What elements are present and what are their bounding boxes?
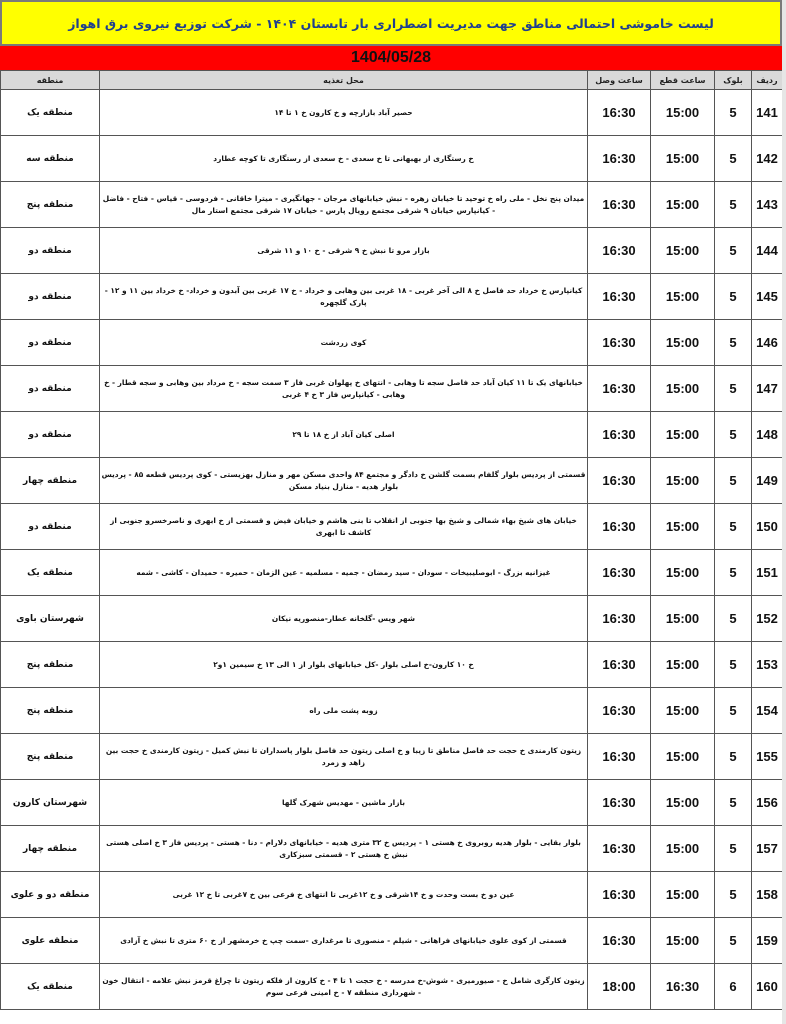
table-row bbox=[1, 688, 783, 734]
region-name: منطقه چهار bbox=[1, 826, 100, 872]
table-row bbox=[1, 136, 783, 182]
connect-time: 16:30 bbox=[588, 872, 651, 918]
cut-time: 15:00 bbox=[651, 734, 715, 780]
row-number: 145 bbox=[752, 274, 783, 320]
connect-time: 16:30 bbox=[588, 734, 651, 780]
connect-time: 16:30 bbox=[588, 596, 651, 642]
cut-time: 15:00 bbox=[651, 412, 715, 458]
cut-time: 16:30 bbox=[651, 964, 715, 1010]
table-row bbox=[1, 458, 783, 504]
connect-time: 18:00 bbox=[588, 964, 651, 1010]
location-description: اصلی کیان آباد از خ ۱۸ تا ۲۹ bbox=[100, 412, 588, 458]
location-description: بلوار بقایی - بلوار هدیه روبروی خ هستی ۱ - پردیس خ ۳۲ متری هدیه - خیابانهای دلارام - دنا - هستی - پردیس فاز ۳ خ اصلی هستی نبش خ هستی ۲ - قسمتی سبزکاری bbox=[100, 826, 588, 872]
row-number: 154 bbox=[752, 688, 783, 734]
table-row bbox=[1, 642, 783, 688]
header-connect-time: ساعت وصل bbox=[588, 71, 651, 90]
region-name: منطقه دو bbox=[1, 320, 100, 366]
connect-time: 16:30 bbox=[588, 320, 651, 366]
location-description: بازار مرو تا نبش خ ۹ شرقی - خ ۱۰ و ۱۱ شرقی bbox=[100, 228, 588, 274]
cut-time: 15:00 bbox=[651, 918, 715, 964]
table-row bbox=[1, 182, 783, 228]
region-name: منطقه پنج bbox=[1, 642, 100, 688]
header-cut-time: ساعت قطع bbox=[651, 71, 715, 90]
table-row bbox=[1, 228, 783, 274]
connect-time: 16:30 bbox=[588, 366, 651, 412]
block-number: 5 bbox=[715, 872, 752, 918]
table-header-row bbox=[1, 71, 783, 90]
location-description: میدان پنج نخل - ملی راه خ توحید تا خیابان زهره - نبش خیابانهای مرجان - جهانگیری - میترا خاقانی - فردوسی - قیاس - فتاح - فاضل - کیانپارس خیابان ۹ شرقی مجتمع رویال پارس - خیابان ۱۷ شرقی مجتمع استار مال bbox=[100, 182, 588, 228]
connect-time: 16:30 bbox=[588, 274, 651, 320]
location-description: کوی زردشت bbox=[100, 320, 588, 366]
block-number: 5 bbox=[715, 412, 752, 458]
cut-time: 15:00 bbox=[651, 504, 715, 550]
location-description: حصیر آباد بازارچه و خ کارون خ ۱ تا ۱۴ bbox=[100, 90, 588, 136]
cut-time: 15:00 bbox=[651, 688, 715, 734]
connect-time: 16:30 bbox=[588, 826, 651, 872]
location-description: قسمتی از پردیس بلوار گلفام بسمت گلشن خ دادگر و مجتمع ۸۴ واحدی مسکن مهر و منازل بهزیستی - کوی پردیس قطعه ۸۵ - پردیس بلوار هدیه - منازل بنیاد مسکن bbox=[100, 458, 588, 504]
block-number: 5 bbox=[715, 458, 752, 504]
location-description: زیتون کارمندی خ حجت حد فاصل مناطق تا زیبا و خ اصلی زیتون حد فاصل بلوار پاسداران تا نبش کمیل - زیتون کارمندی خ حجت بین زاهد و زمرد bbox=[100, 734, 588, 780]
block-number: 5 bbox=[715, 182, 752, 228]
row-number: 151 bbox=[752, 550, 783, 596]
page-title: لیست خاموشی احتمالی مناطق جهت مدیریت اضطراری بار تابستان ۱۴۰۴ - شرکت توزیع نیروی برق اهواز bbox=[0, 0, 782, 46]
block-number: 5 bbox=[715, 90, 752, 136]
region-name: منطقه پنج bbox=[1, 688, 100, 734]
region-name: منطقه علوی bbox=[1, 918, 100, 964]
row-number: 142 bbox=[752, 136, 783, 182]
connect-time: 16:30 bbox=[588, 412, 651, 458]
location-description: خ ۱۰ کارون-خ اصلی بلوار -کل خیابانهای بلوار از ۱ الی ۱۳ خ سیمین ۱و۲ bbox=[100, 642, 588, 688]
region-name: منطقه یک bbox=[1, 90, 100, 136]
region-name: منطقه دو bbox=[1, 228, 100, 274]
location-description: بازار ماشین - مهدیس شهرک گلها bbox=[100, 780, 588, 826]
table-row bbox=[1, 872, 783, 918]
row-number: 146 bbox=[752, 320, 783, 366]
cut-time: 15:00 bbox=[651, 872, 715, 918]
region-name: منطقه پنج bbox=[1, 734, 100, 780]
cut-time: 15:00 bbox=[651, 550, 715, 596]
region-name: منطقه سه bbox=[1, 136, 100, 182]
region-name: شهرستان باوی bbox=[1, 596, 100, 642]
connect-time: 16:30 bbox=[588, 918, 651, 964]
table-row bbox=[1, 826, 783, 872]
table-row bbox=[1, 274, 783, 320]
connect-time: 16:30 bbox=[588, 688, 651, 734]
block-number: 5 bbox=[715, 918, 752, 964]
connect-time: 16:30 bbox=[588, 780, 651, 826]
cut-time: 15:00 bbox=[651, 90, 715, 136]
row-number: 156 bbox=[752, 780, 783, 826]
cut-time: 15:00 bbox=[651, 826, 715, 872]
header-region: منطقه bbox=[1, 71, 100, 90]
block-number: 5 bbox=[715, 642, 752, 688]
row-number: 144 bbox=[752, 228, 783, 274]
cut-time: 15:00 bbox=[651, 458, 715, 504]
block-number: 5 bbox=[715, 320, 752, 366]
row-number: 159 bbox=[752, 918, 783, 964]
cut-time: 15:00 bbox=[651, 366, 715, 412]
connect-time: 16:30 bbox=[588, 90, 651, 136]
table-row bbox=[1, 504, 783, 550]
region-name: منطقه دو bbox=[1, 274, 100, 320]
cut-time: 15:00 bbox=[651, 780, 715, 826]
block-number: 5 bbox=[715, 504, 752, 550]
block-number: 6 bbox=[715, 964, 752, 1010]
block-number: 5 bbox=[715, 550, 752, 596]
connect-time: 16:30 bbox=[588, 550, 651, 596]
connect-time: 16:30 bbox=[588, 504, 651, 550]
location-description: عین دو خ بست وحدت و خ ۱۴شرقی و خ ۱۲غربی تا انتهای خ فرعی بین خ ۷غربی تا خ ۱۲ غربی bbox=[100, 872, 588, 918]
block-number: 5 bbox=[715, 274, 752, 320]
row-number: 152 bbox=[752, 596, 783, 642]
table-row bbox=[1, 320, 783, 366]
row-number: 148 bbox=[752, 412, 783, 458]
table-row bbox=[1, 780, 783, 826]
region-name: منطقه یک bbox=[1, 964, 100, 1010]
region-name: منطقه یک bbox=[1, 550, 100, 596]
location-description: کیانپارس خ خرداد حد فاصل خ ۸ الی آخر غربی - ۱۸ غربی بین وهابی و خرداد - خ ۱۷ غربی بین آبدون و خرداد- خ خرداد بین ۱۱ و ۱۲ - پارک گلچهره bbox=[100, 274, 588, 320]
block-number: 5 bbox=[715, 366, 752, 412]
connect-time: 16:30 bbox=[588, 228, 651, 274]
header-block: بلوک bbox=[715, 71, 752, 90]
row-number: 155 bbox=[752, 734, 783, 780]
table-row bbox=[1, 964, 783, 1010]
region-name: منطقه پنج bbox=[1, 182, 100, 228]
region-name: شهرستان کارون bbox=[1, 780, 100, 826]
block-number: 5 bbox=[715, 826, 752, 872]
location-description: زیتون کارگری شامل خ - صیورمیری - شوش-خ مدرسه - خ حجت ۱ تا ۴ - خ کارون از فلکه زیتون تا چراغ قرمز نبش علامه - انتقال خون - شهرداری منطقه ۷ - خ امینی فرعی سوم bbox=[100, 964, 588, 1010]
table-row bbox=[1, 366, 783, 412]
block-number: 5 bbox=[715, 136, 752, 182]
row-number: 141 bbox=[752, 90, 783, 136]
location-description: زوبه پشت ملی راه bbox=[100, 688, 588, 734]
cut-time: 15:00 bbox=[651, 136, 715, 182]
block-number: 5 bbox=[715, 688, 752, 734]
region-name: منطقه دو و علوی bbox=[1, 872, 100, 918]
region-name: منطقه چهار bbox=[1, 458, 100, 504]
connect-time: 16:30 bbox=[588, 182, 651, 228]
page-edge bbox=[782, 0, 786, 1024]
table-row bbox=[1, 734, 783, 780]
row-number: 150 bbox=[752, 504, 783, 550]
connect-time: 16:30 bbox=[588, 642, 651, 688]
row-number: 149 bbox=[752, 458, 783, 504]
cut-time: 15:00 bbox=[651, 642, 715, 688]
row-number: 147 bbox=[752, 366, 783, 412]
connect-time: 16:30 bbox=[588, 136, 651, 182]
table-row bbox=[1, 596, 783, 642]
date-banner: 1404/05/28 bbox=[0, 46, 782, 70]
row-number: 158 bbox=[752, 872, 783, 918]
block-number: 5 bbox=[715, 734, 752, 780]
header-radif: ردیف bbox=[752, 71, 783, 90]
location-description: خیابان های شیخ بهاء شمالی و شیخ بها جنوبی از انقلاب تا بنی هاشم و خیابان فیض و قسمتی از خ ابهری و ناصرخسرو جنوبی از کاشف تا ابهری bbox=[100, 504, 588, 550]
table-row bbox=[1, 918, 783, 964]
table-row bbox=[1, 412, 783, 458]
outage-table bbox=[0, 70, 783, 1010]
location-description: غیزانیه بزرگ - ابوصلیبیخات - سودان - سید رمضان - جمیه - مسلمیه - عین الزمان - حمیره - حمیدان - کاشی - شمه bbox=[100, 550, 588, 596]
location-description: شهر ویس -گلخانه عطار-منصوریه نیکان bbox=[100, 596, 588, 642]
cut-time: 15:00 bbox=[651, 228, 715, 274]
header-location: محل تغذیه bbox=[100, 71, 588, 90]
block-number: 5 bbox=[715, 780, 752, 826]
region-name: منطقه دو bbox=[1, 412, 100, 458]
cut-time: 15:00 bbox=[651, 182, 715, 228]
cut-time: 15:00 bbox=[651, 596, 715, 642]
location-description: خیابانهای یک تا ۱۱ کیان آباد حد فاصل سجه تا وهابی - انتهای خ پهلوان غربی فاز ۳ سمت سجه - خ مرداد بین وهابی و سجه قطار - خ وهابی - کیانپارس فاز ۳ خ ۴ غربی bbox=[100, 366, 588, 412]
block-number: 5 bbox=[715, 596, 752, 642]
cut-time: 15:00 bbox=[651, 320, 715, 366]
block-number: 5 bbox=[715, 228, 752, 274]
region-name: منطقه دو bbox=[1, 504, 100, 550]
region-name: منطقه دو bbox=[1, 366, 100, 412]
connect-time: 16:30 bbox=[588, 458, 651, 504]
table-row bbox=[1, 550, 783, 596]
location-description: قسمتی از کوی علوی خیابانهای فراهانی - شیلم - منصوری تا مرغداری -سمت چپ خ خرمشهر از خ ۶۰ متری تا نبش خ آزادی bbox=[100, 918, 588, 964]
table-row bbox=[1, 90, 783, 136]
row-number: 153 bbox=[752, 642, 783, 688]
row-number: 157 bbox=[752, 826, 783, 872]
location-description: خ رستگاری از بهبهانی تا خ سعدی - خ سعدی از رستگاری تا کوچه عطارد bbox=[100, 136, 588, 182]
row-number: 160 bbox=[752, 964, 783, 1010]
cut-time: 15:00 bbox=[651, 274, 715, 320]
row-number: 143 bbox=[752, 182, 783, 228]
